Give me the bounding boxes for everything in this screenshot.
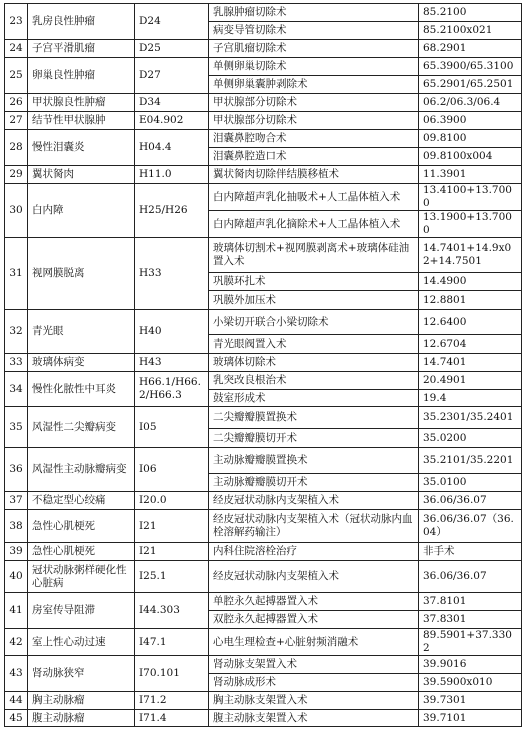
procedure-code-cell: 非手术 xyxy=(419,543,522,561)
procedure-name-cell: 鼓室形成术 xyxy=(209,390,419,407)
diagnosis-code-cell: I47.1 xyxy=(135,629,209,656)
table-row xyxy=(5,184,522,211)
procedure-code-cell: 19.4 xyxy=(419,390,522,407)
procedure-name-cell: 白内障超声乳化摘除术+人工晶体植入术 xyxy=(209,211,419,238)
row-number: 42 xyxy=(5,629,28,656)
procedure-name-cell: 乳突改良根治术 xyxy=(209,372,419,390)
disease-name-cell: 急性心肌梗死 xyxy=(28,510,135,543)
procedure-code-cell: 39.5900x010 xyxy=(419,674,522,692)
disease-name-cell: 房室传导阻滞 xyxy=(28,593,135,629)
row-number: 24 xyxy=(5,40,28,58)
procedure-code-cell: 36.06/36.07 xyxy=(419,492,522,510)
procedure-name-cell: 二尖瓣瓣膜置换术 xyxy=(209,407,419,429)
procedure-code-cell: 85.2100 xyxy=(419,4,522,22)
diagnosis-code-cell: D34 xyxy=(135,94,209,112)
procedure-code-cell: 12.6400 xyxy=(419,310,522,335)
row-number: 38 xyxy=(5,510,28,543)
procedure-code-cell: 37.8101 xyxy=(419,593,522,611)
table-row xyxy=(5,710,522,727)
procedure-name-cell: 甲状腺部分切除术 xyxy=(209,94,419,112)
procedure-code-cell: 39.7301 xyxy=(419,692,522,710)
row-number: 45 xyxy=(5,710,28,727)
procedure-name-cell: 青光眼阀置入术 xyxy=(209,335,419,354)
procedure-code-cell: 37.8301 xyxy=(419,611,522,629)
procedure-name-cell: 双腔永久起搏器置入术 xyxy=(209,611,419,629)
disease-name-cell: 乳房良性肿瘤 xyxy=(28,4,135,40)
disease-name-cell: 冠状动脉粥样硬化性心脏病 xyxy=(28,561,135,593)
diagnosis-code-cell: I44.303 xyxy=(135,593,209,629)
procedure-code-cell: 85.2100x021 xyxy=(419,22,522,40)
procedure-name-cell: 乳腺肿瘤切除术 xyxy=(209,4,419,22)
procedure-name-cell: 单侧卵巢切除术 xyxy=(209,58,419,76)
procedure-name-cell: 巩膜外加压术 xyxy=(209,291,419,310)
procedure-code-cell: 13.4100+13.7000 xyxy=(419,184,522,211)
procedure-name-cell: 二尖瓣瓣膜切开术 xyxy=(209,429,419,448)
procedure-name-cell: 单侧卵巢囊肿剥除术 xyxy=(209,76,419,94)
procedure-name-cell: 玻璃体切除术 xyxy=(209,354,419,372)
procedure-name-cell: 甲状腺部分切除术 xyxy=(209,112,419,130)
row-number: 23 xyxy=(5,4,28,40)
row-number: 41 xyxy=(5,593,28,629)
procedure-name-cell: 腹主动脉支架置入术 xyxy=(209,710,419,727)
row-number: 33 xyxy=(5,354,28,372)
disease-name-cell: 子宫平滑肌瘤 xyxy=(28,40,135,58)
disease-name-cell: 肾动脉狭窄 xyxy=(28,656,135,692)
diagnosis-code-cell: I25.1 xyxy=(135,561,209,593)
diagnosis-code-cell: I21 xyxy=(135,510,209,543)
disease-name-cell: 玻璃体病变 xyxy=(28,354,135,372)
table-row xyxy=(5,656,522,674)
disease-procedure-table xyxy=(4,3,522,727)
diagnosis-code-cell: H40 xyxy=(135,310,209,354)
diagnosis-code-cell: E04.902 xyxy=(135,112,209,130)
disease-name-cell: 室上性心动过速 xyxy=(28,629,135,656)
row-number: 25 xyxy=(5,58,28,94)
disease-name-cell: 卵巢良性肿瘤 xyxy=(28,58,135,94)
procedure-code-cell: 35.2101/35.2201 xyxy=(419,448,522,474)
row-number: 43 xyxy=(5,656,28,692)
diagnosis-code-cell: H25/H26 xyxy=(135,184,209,238)
table-row xyxy=(5,593,522,611)
table-row xyxy=(5,94,522,112)
procedure-name-cell: 经皮冠状动脉内支架植入术 xyxy=(209,492,419,510)
diagnosis-code-cell: D27 xyxy=(135,58,209,94)
procedure-code-cell: 09.8100x004 xyxy=(419,148,522,166)
row-number: 40 xyxy=(5,561,28,593)
row-number: 44 xyxy=(5,692,28,710)
diagnosis-code-cell: I06 xyxy=(135,448,209,492)
table-row xyxy=(5,112,522,130)
row-number: 31 xyxy=(5,238,28,310)
procedure-name-cell: 内科住院溶栓治疗 xyxy=(209,543,419,561)
diagnosis-code-cell: I20.0 xyxy=(135,492,209,510)
diagnosis-code-cell: H33 xyxy=(135,238,209,310)
disease-name-cell: 慢性化脓性中耳炎 xyxy=(28,372,135,407)
procedure-name-cell: 子宫肌瘤切除术 xyxy=(209,40,419,58)
procedure-code-cell: 12.6704 xyxy=(419,335,522,354)
procedure-code-cell: 35.0200 xyxy=(419,429,522,448)
disease-name-cell: 白内障 xyxy=(28,184,135,238)
procedure-name-cell: 泪囊鼻腔吻合术 xyxy=(209,130,419,148)
table-row xyxy=(5,354,522,372)
procedure-code-cell: 14.4900 xyxy=(419,273,522,291)
row-number: 28 xyxy=(5,130,28,166)
disease-name-cell: 腹主动脉瘤 xyxy=(28,710,135,727)
procedure-code-cell: 68.2901 xyxy=(419,40,522,58)
disease-name-cell: 胸主动脉瘤 xyxy=(28,692,135,710)
row-number: 27 xyxy=(5,112,28,130)
diagnosis-code-cell: I21 xyxy=(135,543,209,561)
disease-name-cell: 结节性甲状腺肿 xyxy=(28,112,135,130)
table-row xyxy=(5,310,522,335)
disease-name-cell: 翼状胬肉 xyxy=(28,166,135,184)
procedure-code-cell: 06.3900 xyxy=(419,112,522,130)
table-row xyxy=(5,58,522,76)
procedure-name-cell: 肾动脉成形术 xyxy=(209,674,419,692)
procedure-name-cell: 白内障超声乳化抽吸术+人工晶体植入术 xyxy=(209,184,419,211)
diagnosis-code-cell: I71.2 xyxy=(135,692,209,710)
table-row xyxy=(5,692,522,710)
procedure-name-cell: 主动脉瓣瓣膜置换术 xyxy=(209,448,419,474)
row-number: 32 xyxy=(5,310,28,354)
table-row xyxy=(5,407,522,429)
procedure-code-cell: 35.2301/35.2401 xyxy=(419,407,522,429)
row-number: 30 xyxy=(5,184,28,238)
procedure-name-cell: 小梁切开联合小梁切除术 xyxy=(209,310,419,335)
procedure-name-cell: 肾动脉支架置入术 xyxy=(209,656,419,674)
procedure-code-cell: 06.2/06.3/06.4 xyxy=(419,94,522,112)
procedure-name-cell: 经皮冠状动脉内支架植入术 xyxy=(209,561,419,593)
procedure-code-cell: 11.3901 xyxy=(419,166,522,184)
disease-name-cell: 风湿性主动脉瓣病变 xyxy=(28,448,135,492)
procedure-code-cell: 36.06/36.07（36.04） xyxy=(419,510,522,543)
diagnosis-code-cell: H11.0 xyxy=(135,166,209,184)
table-row xyxy=(5,40,522,58)
disease-name-cell: 慢性泪囊炎 xyxy=(28,130,135,166)
row-number: 35 xyxy=(5,407,28,448)
procedure-name-cell: 玻璃体切割术+视网膜剥离术+玻璃体硅油置入术 xyxy=(209,238,419,273)
table-row xyxy=(5,372,522,390)
disease-name-cell: 不稳定型心绞痛 xyxy=(28,492,135,510)
procedure-name-cell: 巩膜环扎术 xyxy=(209,273,419,291)
diagnosis-code-cell: H04.4 xyxy=(135,130,209,166)
table-row xyxy=(5,4,522,22)
table-row xyxy=(5,492,522,510)
procedure-code-cell: 39.7101 xyxy=(419,710,522,727)
procedure-name-cell: 主动脉瓣瓣膜切开术 xyxy=(209,474,419,492)
procedure-code-cell: 12.8801 xyxy=(419,291,522,310)
procedure-name-cell: 经皮冠状动脉内支架植入术（冠状动脉内血栓溶解药输注） xyxy=(209,510,419,543)
table-row xyxy=(5,629,522,656)
procedure-name-cell: 单腔永久起搏器置入术 xyxy=(209,593,419,611)
procedure-name-cell: 病变导管切除术 xyxy=(209,22,419,40)
procedure-code-cell: 35.0100 xyxy=(419,474,522,492)
procedure-name-cell: 心电生理检查+心脏射频消融术 xyxy=(209,629,419,656)
table-row xyxy=(5,166,522,184)
table-row xyxy=(5,130,522,148)
diagnosis-code-cell: H66.1/H66.2/H66.3 xyxy=(135,372,209,407)
diagnosis-code-cell: I05 xyxy=(135,407,209,448)
diagnosis-code-cell: D25 xyxy=(135,40,209,58)
disease-name-cell: 急性心肌梗死 xyxy=(28,543,135,561)
procedure-name-cell: 翼状胬肉切除伴结膜移植术 xyxy=(209,166,419,184)
row-number: 37 xyxy=(5,492,28,510)
diagnosis-code-cell: I70.101 xyxy=(135,656,209,692)
disease-name-cell: 青光眼 xyxy=(28,310,135,354)
procedure-code-cell: 14.7401+14.9x02+14.7501 xyxy=(419,238,522,273)
row-number: 26 xyxy=(5,94,28,112)
disease-name-cell: 视网膜脱离 xyxy=(28,238,135,310)
table-row xyxy=(5,448,522,474)
row-number: 39 xyxy=(5,543,28,561)
row-number: 34 xyxy=(5,372,28,407)
procedure-code-cell: 39.9016 xyxy=(419,656,522,674)
disease-name-cell: 风湿性二尖瓣病变 xyxy=(28,407,135,448)
procedure-name-cell: 泪囊鼻腔造口术 xyxy=(209,148,419,166)
procedure-code-cell: 13.1900+13.7000 xyxy=(419,211,522,238)
table-body xyxy=(5,4,522,727)
procedure-name-cell: 胸主动脉支架置入术 xyxy=(209,692,419,710)
procedure-code-cell: 36.06/36.07 xyxy=(419,561,522,593)
table-row xyxy=(5,238,522,273)
row-number: 29 xyxy=(5,166,28,184)
table-row xyxy=(5,561,522,593)
procedure-code-cell: 14.7401 xyxy=(419,354,522,372)
diagnosis-code-cell: H43 xyxy=(135,354,209,372)
table-row xyxy=(5,510,522,543)
row-number: 36 xyxy=(5,448,28,492)
procedure-code-cell: 20.4901 xyxy=(419,372,522,390)
procedure-code-cell: 65.3900/65.3100 xyxy=(419,58,522,76)
procedure-code-cell: 09.8100 xyxy=(419,130,522,148)
table-row xyxy=(5,543,522,561)
diagnosis-code-cell: D24 xyxy=(135,4,209,40)
procedure-code-cell: 65.2901/65.2501 xyxy=(419,76,522,94)
procedure-code-cell: 89.5901+37.3302 xyxy=(419,629,522,656)
diagnosis-code-cell: I71.4 xyxy=(135,710,209,727)
disease-name-cell: 甲状腺良性肿瘤 xyxy=(28,94,135,112)
